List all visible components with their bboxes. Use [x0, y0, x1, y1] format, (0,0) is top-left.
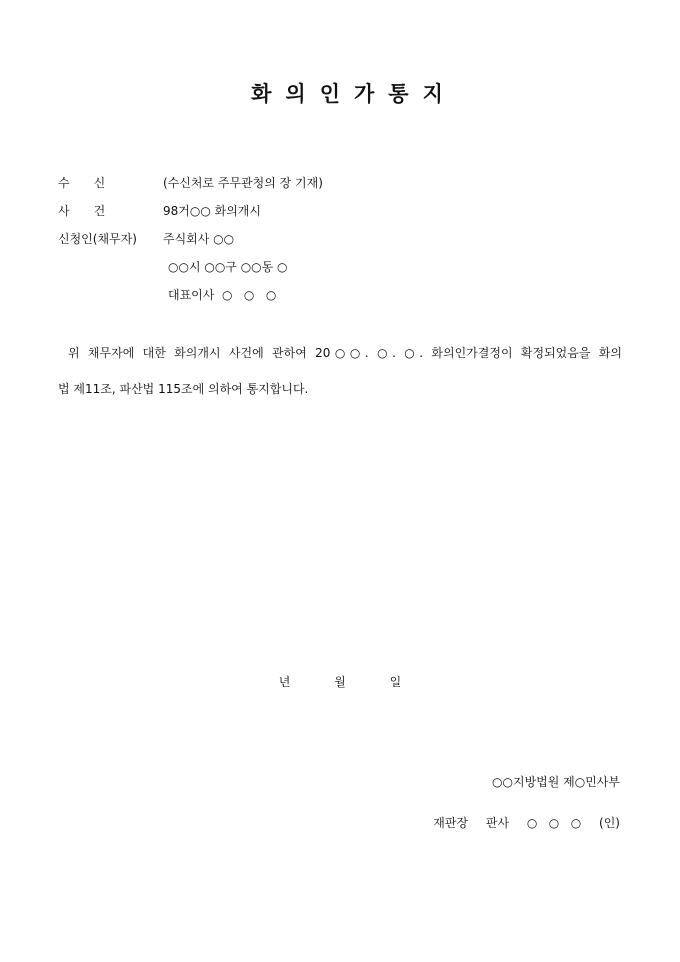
applicant-company: 주식회사 ○○ [163, 232, 235, 246]
date-year: 년 [278, 675, 291, 689]
judge-signature-line [433, 814, 620, 831]
court-name: ○○지방법원 제○민사부 [492, 775, 620, 789]
document-title: 화의인가통지 [251, 82, 457, 106]
body-line-2: 법 제11조, 파산법 115조에 의하여 통지합니다. [58, 382, 309, 396]
recipient-value: (수신처로 주무관청의 장 기재) [163, 176, 323, 190]
date-month: 월 [334, 675, 346, 689]
judge-seal: (인) [599, 816, 620, 830]
judge-role: 재판장 [433, 816, 469, 830]
applicant-representative: 대표이사 ○ ○ ○ [168, 288, 277, 302]
applicant-address: ○○시 ○○구 ○○동 ○ [168, 260, 288, 274]
case-value: 98거○○ 화의개시 [163, 204, 261, 218]
judge-title: 판사 [485, 816, 510, 830]
date-day: 일 [389, 675, 402, 689]
judge-name: ○ ○ ○ [526, 816, 582, 830]
recipient-label: 수신 [58, 176, 130, 190]
case-label: 사건 [58, 204, 130, 218]
date-line [0, 673, 680, 690]
body-line-1: 위 채무자에 대한 화의개시 사건에 관하여 20○○. ○. ○. 화의인가결정이 확정되었음을 화의 [68, 346, 622, 360]
applicant-label: 신청인(채무자) [58, 232, 137, 246]
